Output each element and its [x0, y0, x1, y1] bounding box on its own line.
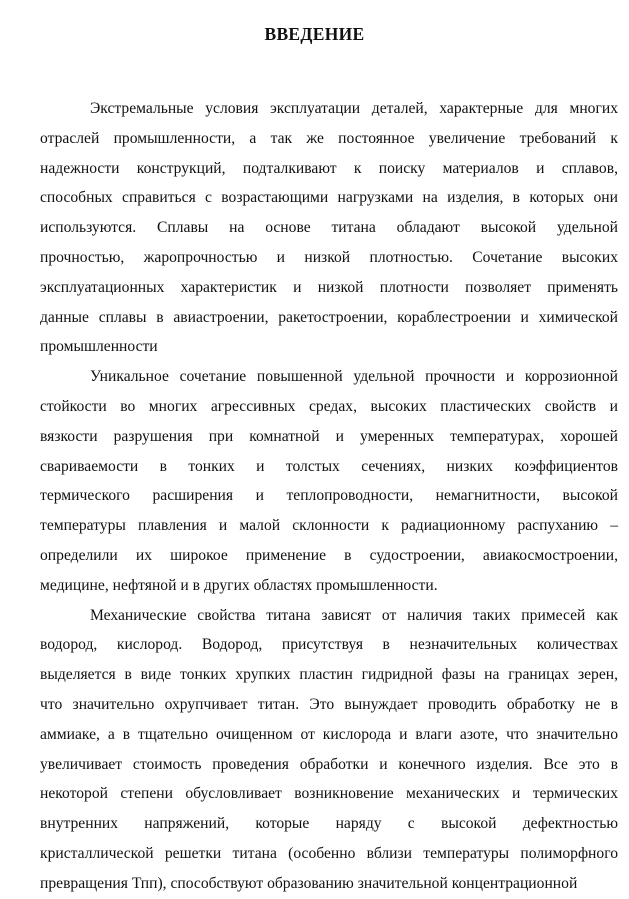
text-line: увеличивает стоимость проведения обработки и конечного изделия. Все это в: [40, 755, 618, 773]
text-line: Механические свойства титана зависят от наличия таких примесей как: [90, 606, 618, 624]
text-line: превращения Тпп), способствуют образованию значительной концентрационной: [40, 874, 578, 892]
text-line: температуры плавления и малой склонности к радиационному распуханию –: [40, 517, 618, 535]
paragraph-2: [40, 362, 618, 600]
text-line: что значительно охрупчивает титан. Это вынуждает проводить обработку не в: [40, 695, 618, 713]
paragraph-1: [40, 94, 618, 362]
text-line: эксплуатационных характеристик и низкой плотности позволяет применять: [40, 278, 618, 296]
text-line: выделяется в виде тонких хрупких пластин гидридной фазы на границах зерен,: [40, 666, 618, 684]
text-line: кристаллической решетки титана (особенно вблизи температуры полиморфного: [40, 844, 618, 862]
paragraph-3: [40, 601, 618, 899]
text-line: термического расширения и теплопроводности, немагнитности, высокой: [40, 487, 618, 505]
text-line: вязкости разрушения при комнатной и умеренных температурах, хорошей: [40, 427, 618, 445]
text-line: Экстремальные условия эксплуатации деталей, характерные для многих: [90, 100, 618, 117]
text-line: некоторой степени обусловливает возникновение механических и термических: [40, 785, 618, 803]
text-line: медицине, нефтяной и в других областях промышленности.: [40, 576, 438, 594]
text-line: стойкости во многих агрессивных средах, высоких пластических свойств и: [40, 397, 618, 415]
text-line: способных справиться с возрастающими нагрузками на изделия, в которых они: [40, 189, 618, 207]
text-line: отраслей промышленности, а так же постоянное увеличение требований к: [40, 129, 618, 147]
text-line: аммиаке, а в тщательно очищенном от кислорода и влаги азоте, что значительно: [40, 725, 618, 743]
text-line: промышленности: [40, 338, 158, 356]
text-line: водород, кислород. Водород, присутствуя в незначительных количествах: [40, 636, 618, 654]
text-line: внутренних напряжений, которые наряду с высокой дефектностью: [40, 815, 618, 833]
page-title: ВВЕДЕНИЕ: [264, 24, 365, 44]
text-line: определили их широкое применение в судостроении, авиакосмостроении,: [40, 546, 618, 564]
document-body: [40, 94, 618, 899]
text-line: прочностью, жаропрочностью и низкой плотностью. Сочетание высоких: [40, 248, 618, 266]
text-line: свариваемости в тонких и толстых сечениях, низких коэффициентов: [40, 457, 618, 475]
text-line: надежности конструкций, подталкивают к поиску материалов и сплавов,: [40, 159, 618, 177]
text-line: Уникальное сочетание повышенной удельной прочности и коррозионной: [90, 368, 618, 386]
text-line: используются. Сплавы на основе титана обладают высокой удельной: [40, 219, 618, 237]
text-line: данные сплавы в авиастроении, ракетостроении, кораблестроении и химической: [40, 308, 618, 326]
